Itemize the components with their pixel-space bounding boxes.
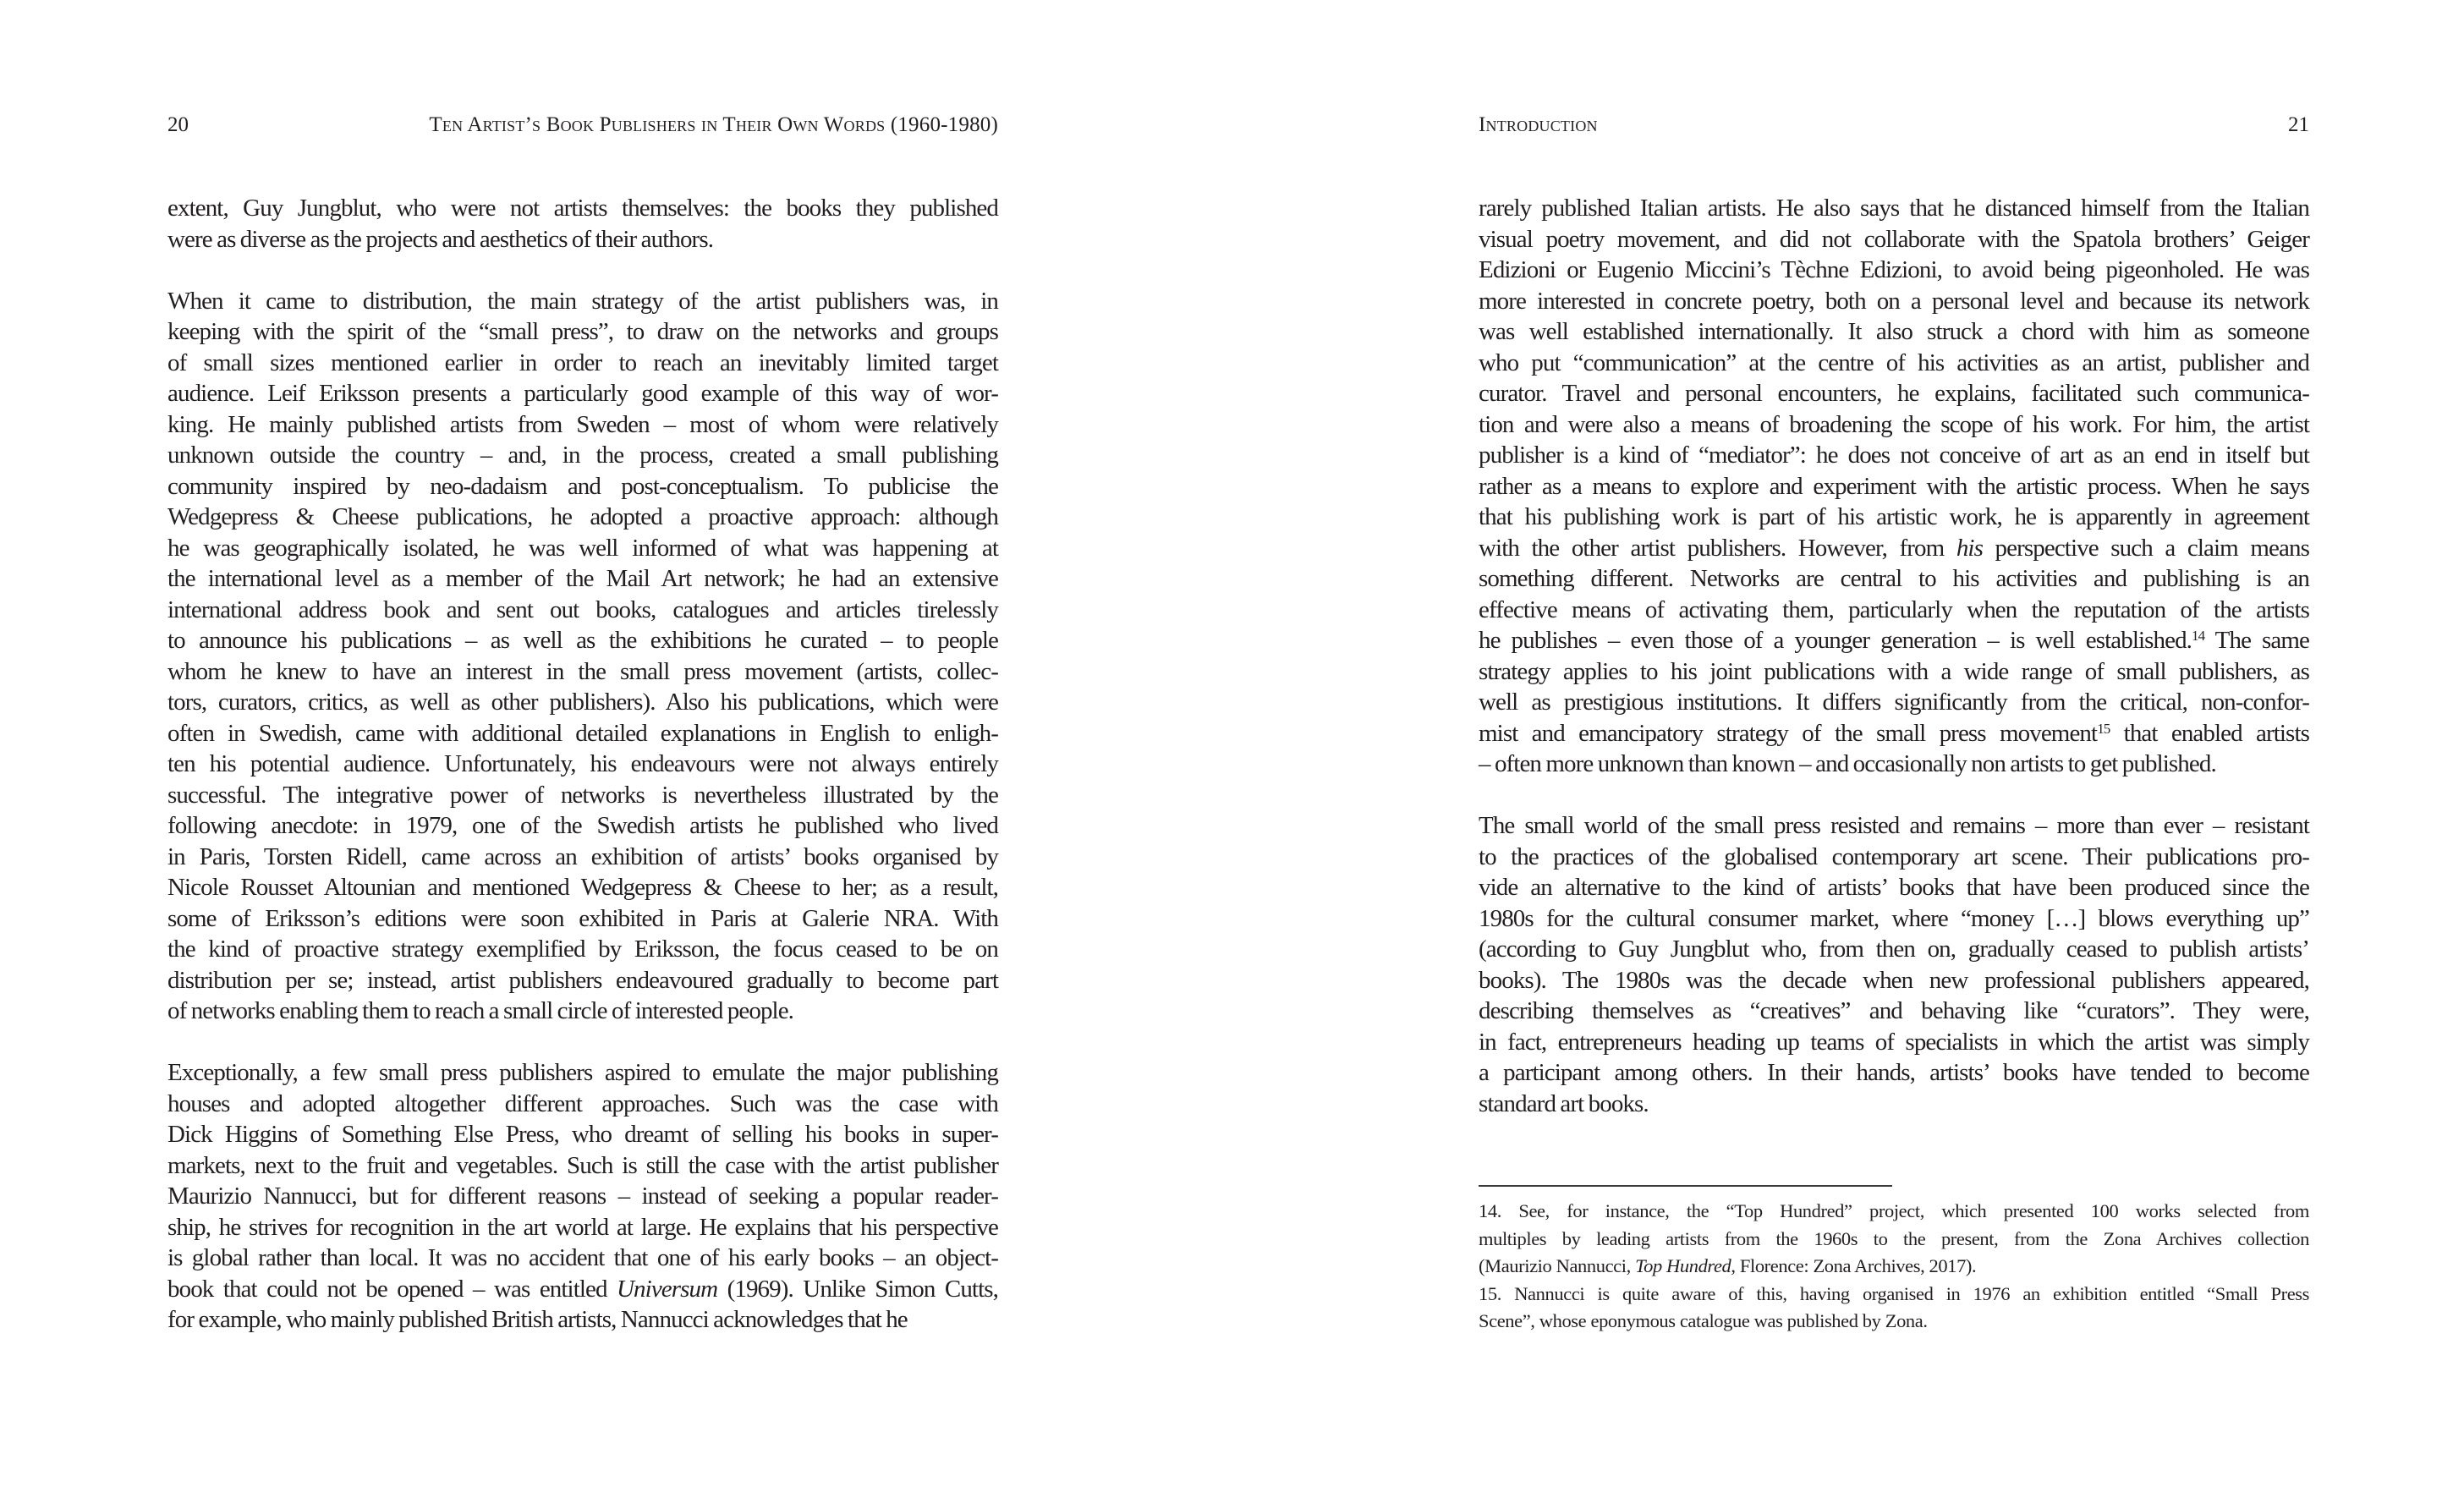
text-line: describing themselves as “creatives” and behaving like “curators”. They were,: [1479, 997, 2309, 1024]
text-line: tors, curators, critics, as well as other publishers). Also his publications, which were: [167, 689, 998, 716]
text-line: whom he knew to have an interest in the small press movement (artists, collec-: [167, 657, 998, 685]
text-run: , Florence: Zona Archives, 2017).: [1731, 1255, 1977, 1276]
text-run: (Maurizio Nannucci,: [1479, 1255, 1636, 1276]
text-line: successful. The integrative power of networks is nevertheless illustrated by the: [167, 781, 998, 809]
footnote-reference[interactable]: 14: [2192, 628, 2205, 645]
italic-title: Universum: [617, 1275, 718, 1303]
paragraph-spacer: [167, 255, 998, 286]
text-line: [1479, 718, 2309, 749]
text-line: distribution per se; instead, artist publishers endeavoured gradually to become part: [167, 966, 998, 994]
running-title: Ten Artist’s Book Publishers in Their Own Words (1960-1980): [429, 113, 998, 136]
text-line: When it came to distribution, the main strategy of the artist publishers was, in: [167, 287, 998, 315]
text-run: perspective such a claim means: [1982, 534, 2309, 562]
text-line: for example, who mainly published British artists, Nannucci acknowledges that he: [167, 1306, 908, 1333]
text-line: Maurizio Nannucci, but for different reasons – instead of seeking a popular reader-: [167, 1182, 998, 1210]
text-line: well as prestigious institutions. It differs significantly from the critical, non-confor-: [1479, 689, 2309, 716]
paragraph: [1479, 810, 2309, 1119]
text-run: The same: [2204, 627, 2309, 654]
running-title: Introduction: [1479, 113, 1598, 136]
text-line: publisher is a kind of “mediator”: he does not conceive of art as an end in itself but: [1479, 442, 2309, 469]
footnote-line: [1479, 1253, 2309, 1281]
italic-title: his: [1956, 534, 1983, 562]
text-line: to announce his publications – as well as the exhibitions he curated – to people: [167, 627, 998, 654]
right-page: [1479, 0, 2309, 1498]
text-line: standard art books.: [1479, 1089, 1649, 1117]
text-line: he was geographically isolated, he was well informed of what was happening at: [167, 534, 998, 562]
text-line: [1479, 533, 2309, 564]
text-line: more interested in concrete poetry, both on a personal level and because its network: [1479, 287, 2309, 315]
paragraph: [167, 193, 998, 255]
text-line: unknown outside the country – and, in the process, created a small publishing: [167, 442, 998, 469]
text-line: audience. Leif Eriksson presents a particularly good example of this way of wor-: [167, 380, 998, 407]
footnotes: [1479, 1198, 2309, 1336]
text-line: Edizioni or Eugenio Miccini’s Tèchne Edizioni, to avoid being pigeonholed. He was: [1479, 256, 2309, 283]
italic-title: Top Hundred: [1635, 1255, 1731, 1276]
text-line: Wedgepress & Cheese publications, he adopted a proactive approach: although: [167, 503, 998, 530]
text-line: is global rather than local. It was no accident that one of his early books – an object-: [167, 1244, 998, 1271]
paragraph: [167, 1057, 998, 1336]
text-line: Exceptionally, a few small press publishers aspired to emulate the major publishing: [167, 1059, 998, 1086]
text-line: a participant among others. In their hands, artists’ books have tended to become: [1479, 1059, 2309, 1086]
paragraph: [167, 286, 998, 1027]
text-line: strategy applies to his joint publications with a wide range of small publishers, as: [1479, 657, 2309, 685]
body-text: [1479, 193, 2309, 1119]
paragraph-spacer: [167, 1027, 998, 1058]
text-line: to the practices of the globalised contemporary art scene. Their publications pro-: [1479, 842, 2309, 870]
footnote-line: 14. See, for instance, the “Top Hundred” project, which presented 100 works selected from: [1479, 1200, 2309, 1221]
text-line: rarely published Italian artists. He also says that he distanced himself from the Italian: [1479, 195, 2309, 222]
text-line: – often more unknown than known – and occasionally non artists to get published.: [1479, 750, 2216, 777]
text-line: The small world of the small press resisted and remains – more than ever – resistant: [1479, 812, 2309, 839]
text-line: [1479, 625, 2309, 656]
text-line: Nicole Rousset Altounian and mentioned Wedgepress & Cheese to her; as a result,: [167, 874, 998, 901]
footnote-15: [1479, 1281, 2309, 1336]
text-line: rather as a means to explore and experiment with the artistic process. When he says: [1479, 472, 2309, 500]
text-line: markets, next to the fruit and vegetables. Such is still the case with the artist publisher: [167, 1151, 998, 1179]
footnote-14: [1479, 1198, 2309, 1281]
text-line: international address book and sent out books, catalogues and articles tirelessly: [167, 595, 998, 623]
text-line: tion and were also a means of broadening the scope of his work. For him, the artist: [1479, 410, 2309, 438]
text-line: of networks enabling them to reach a small circle of interested people.: [167, 997, 794, 1024]
text-line: of small sizes mentioned earlier in order to reach an inevitably limited target: [167, 348, 998, 376]
text-line: [167, 1274, 998, 1305]
text-run: book that could not be opened – was entitled: [167, 1275, 617, 1303]
page-number: 21: [2288, 113, 2309, 136]
text-line: Dick Higgins of Something Else Press, who dreamt of selling his books in super-: [167, 1121, 998, 1148]
text-line: books). The 1980s was the decade when new professional publishers appeared,: [1479, 966, 2309, 994]
text-line: effective means of activating them, particularly when the reputation of the artists: [1479, 595, 2309, 623]
footnote-reference[interactable]: 15: [2097, 720, 2110, 737]
paragraph-spacer: [1479, 780, 2309, 811]
text-line: was well established internationally. It also struck a chord with him as someone: [1479, 318, 2309, 345]
text-line: the kind of proactive strategy exemplified by Eriksson, the focus ceased to be on: [167, 936, 998, 963]
text-run: mist and emancipatory strategy of the small press movement: [1479, 719, 2098, 747]
text-line: ten his potential audience. Unfortunately, his endeavours were not always entirely: [167, 750, 998, 777]
text-line: following anecdote: in 1979, one of the Swedish artists he published who lived: [167, 812, 998, 839]
text-line: that his publishing work is part of his artistic work, he is apparently in agreement: [1479, 503, 2309, 530]
text-run: with the other artist publishers. However, from: [1479, 534, 1956, 562]
text-line: something different. Networks are central to his activities and publishing is an: [1479, 565, 2309, 592]
footnote-line: 15. Nannucci is quite aware of this, having organised in 1976 an exhibition entitled “Small Press: [1479, 1282, 2309, 1304]
text-line: who put “communication” at the centre of his activities as an artist, publisher and: [1479, 348, 2309, 376]
text-line: the international level as a member of the Mail Art network; he had an extensive: [167, 565, 998, 592]
text-line: king. He mainly published artists from Sweden – most of whom were relatively: [167, 410, 998, 438]
text-line: (according to Guy Jungblut who, from then on, gradually ceased to publish artists’: [1479, 936, 2309, 963]
text-run: he publishes – even those of a younger generation – is well established.: [1479, 627, 2192, 654]
text-line: extent, Guy Jungblut, who were not artists themselves: the books they published: [167, 195, 998, 222]
footnote-line: multiples by leading artists from the 1960s to the present, from the Zona Archives collection: [1479, 1227, 2309, 1249]
footnote-separator: [1479, 1185, 1892, 1187]
text-line: houses and adopted altogether different approaches. Such was the case with: [167, 1089, 998, 1117]
footnote-line: Scene”, whose eponymous catalogue was published by Zona.: [1479, 1310, 1928, 1331]
text-line: 1980s for the cultural consumer market, where “money […] blows everything up”: [1479, 904, 2309, 932]
paragraph: [1479, 193, 2309, 780]
text-line: often in Swedish, came with additional detailed explanations in English to enligh-: [167, 719, 998, 747]
running-head-right: [1479, 110, 2309, 140]
text-line: were as diverse as the projects and aesthetics of their authors.: [167, 225, 714, 253]
text-line: community inspired by neo-dadaism and post-conceptualism. To publicise the: [167, 472, 998, 500]
running-head-left: [167, 110, 998, 140]
text-line: keeping with the spirit of the “small press”, to draw on the networks and groups: [167, 318, 998, 345]
text-line: some of Eriksson’s editions were soon exhibited in Paris at Galerie NRA. With: [167, 904, 998, 932]
text-line: curator. Travel and personal encounters, he explains, facilitated such communica-: [1479, 380, 2309, 407]
text-line: ship, he strives for recognition in the art world at large. He explains that his perspective: [167, 1213, 998, 1241]
text-line: in Paris, Torsten Ridell, came across an exhibition of artists’ books organised by: [167, 842, 998, 870]
left-page: [167, 0, 998, 1498]
text-line: visual poetry movement, and did not collaborate with the Spatola brothers’ Geiger: [1479, 225, 2309, 253]
page-number: 20: [167, 113, 189, 136]
body-text: [167, 193, 998, 1336]
text-run: that enabled artists: [2110, 719, 2309, 747]
text-line: in fact, entrepreneurs heading up teams of specialists in which the artist was simply: [1479, 1028, 2309, 1056]
text-run: (1969). Unlike Simon Cutts,: [717, 1275, 998, 1303]
text-line: vide an alternative to the kind of artists’ books that have been produced since the: [1479, 874, 2309, 901]
